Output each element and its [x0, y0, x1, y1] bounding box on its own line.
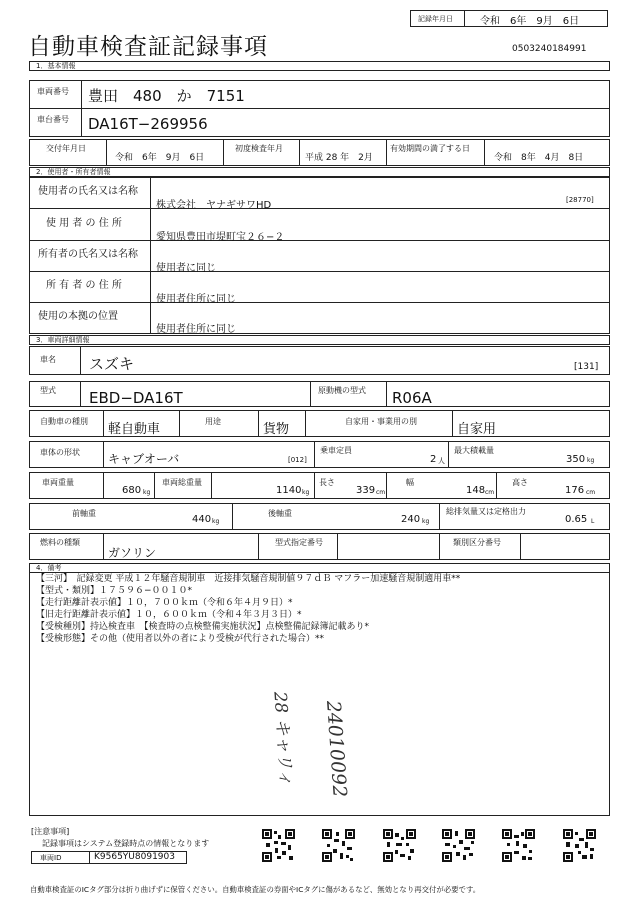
fuel: ガソリン: [108, 546, 157, 560]
chassis-label: 車台番号: [37, 115, 69, 124]
divider: [305, 410, 306, 437]
divider: [337, 533, 338, 560]
kind-label: 自動車の種別: [40, 417, 88, 426]
height-unit: cm: [586, 489, 596, 496]
user-name: 株式会社 ヤナギサワHD: [156, 200, 272, 211]
divider: [223, 139, 224, 166]
capacity-unit: 人: [438, 457, 445, 465]
weight-label: 車両重量: [42, 478, 74, 487]
divider: [29, 302, 610, 303]
owner-name: 使用者に同じ: [156, 263, 216, 274]
shape-label: 車体の形状: [40, 448, 80, 457]
divider: [89, 851, 90, 864]
weight: 680: [122, 485, 142, 496]
class-number-label: 類別区分番号: [453, 538, 501, 547]
maker-label: 車名: [40, 355, 56, 364]
maker-code: [131]: [574, 362, 599, 372]
divider: [80, 381, 81, 407]
divider: [81, 80, 82, 109]
capacity: 2: [430, 454, 437, 465]
handwritten-note-2: 28 キャリィ: [269, 690, 296, 787]
divider: [150, 177, 151, 334]
divider: [258, 410, 259, 437]
record-date-divider: [464, 10, 465, 27]
bottom-note: 自動車検査証のICタグ部分は折り曲げずに保管ください。自動車検査証の券面やICタグに傷があるなど、無効となり再交付が必要です。: [30, 885, 481, 894]
use: 貨物: [263, 422, 290, 437]
divider: [386, 472, 387, 499]
user-address: 愛知県豊田市堤町宝２６−２: [156, 232, 285, 243]
section-vehicle-details: 3．車両詳細情報: [29, 335, 610, 345]
notice-title: [注意事項]: [31, 827, 70, 836]
width-label: 幅: [406, 478, 414, 487]
divider: [258, 533, 259, 560]
displacement-unit: L: [591, 518, 595, 525]
issue-label: 交付年月日: [46, 144, 86, 153]
remark-line: 【型式・類別】１７５９６−００１０*: [36, 586, 193, 596]
divider: [386, 381, 387, 407]
issue-date: 令和 6年 9月 6日: [115, 153, 205, 163]
divider: [314, 472, 315, 499]
divider: [520, 533, 521, 560]
divider: [103, 441, 104, 468]
divider: [314, 441, 315, 468]
model: EBD−DA16T: [89, 389, 183, 407]
divider: [439, 503, 440, 530]
front-axle-label: 前軸重: [72, 509, 96, 518]
maxload: 350: [566, 454, 586, 465]
plate-number: 豊田 480 か 7151: [88, 87, 245, 105]
width-unit: cm: [485, 489, 495, 496]
fuel-label: 燃料の種類: [40, 538, 80, 547]
divider: [211, 472, 212, 499]
divider: [232, 503, 233, 530]
section-user-owner: 2．使用者・所有者情報: [29, 167, 610, 177]
use-label: 用途: [205, 417, 221, 426]
base-location-label: 使用の本拠の位置: [38, 311, 118, 322]
divider: [179, 410, 180, 437]
divider: [103, 410, 104, 437]
divider: [386, 139, 387, 166]
record-date-label: 記録年月日: [418, 15, 453, 23]
expiry-label: 有効期間の満了する日: [390, 144, 470, 153]
capacity-label: 乗車定員: [320, 446, 352, 455]
length-label: 長さ: [319, 478, 335, 487]
plate-label: 車両番号: [37, 87, 69, 96]
remark-line: 【受検種別】持込検査車 【検査時の点検整備実施状況】点検整備記録簿記載あり*: [36, 622, 370, 632]
gross: 1140: [276, 485, 302, 496]
gross-label: 車両総重量: [162, 478, 202, 487]
chassis-number: DA16T−269956: [88, 115, 208, 133]
section-basic-info: 1．基本情報: [29, 61, 610, 71]
divider: [299, 139, 300, 166]
qr-code-icon: [563, 829, 596, 862]
notice: 記録事項はシステム登録時点の情報となります: [42, 839, 210, 848]
front-axle-unit: kg: [212, 518, 220, 525]
owner-name-label: 所有者の氏名又は名称: [38, 249, 138, 260]
rear-axle-label: 後軸重: [268, 509, 292, 518]
qr-code-icon: [442, 829, 475, 862]
record-date: 令和 6年 9月 6日: [480, 16, 580, 27]
divider: [448, 441, 449, 468]
weight-unit: kg: [143, 489, 151, 496]
user-code: [28770]: [566, 196, 594, 204]
document-number: 0503240184991: [512, 44, 587, 54]
divider: [452, 410, 453, 437]
maxload-label: 最大積載量: [454, 446, 494, 455]
first-reg-date: 平成 28 年 2月: [305, 153, 373, 163]
maker: スズキ: [89, 355, 135, 373]
page-title: 自動車検査証記録事項: [28, 34, 268, 60]
divider: [29, 208, 610, 209]
model-label: 型式: [40, 386, 56, 395]
divider: [81, 108, 82, 137]
divider: [439, 533, 440, 560]
length-unit: cm: [376, 489, 386, 496]
divider: [80, 346, 81, 375]
height-label: 高さ: [512, 478, 528, 487]
remark-line: 【受検形態】その他（使用者以外の者により受検が代行された場合）**: [36, 634, 325, 644]
divider: [103, 472, 104, 499]
private: 自家用: [457, 422, 497, 437]
maxload-unit: kg: [587, 457, 595, 464]
car-id: K9565YU8091903: [94, 852, 175, 862]
qr-code-icon: [502, 829, 535, 862]
rear-axle-unit: kg: [422, 518, 430, 525]
shape-code: [012]: [288, 456, 307, 464]
divider: [484, 139, 485, 166]
remark-line: 【旧走行距離計表示値】１０，６００ｋｍ（令和４年３月３日）*: [36, 610, 302, 620]
first-reg-label: 初度検査年月: [235, 144, 283, 153]
rear-axle: 240: [401, 514, 421, 525]
private-label: 自家用・事業用の別: [345, 417, 417, 426]
expiry-date: 令和 8年 4月 8日: [494, 153, 584, 163]
divider: [29, 240, 610, 241]
user-name-label: 使用者の氏名又は名称: [38, 186, 138, 197]
base-location: 使用者住所に同じ: [156, 324, 236, 335]
type-number-label: 型式指定番号: [275, 538, 323, 547]
divider: [496, 472, 497, 499]
user-address-label: 使 用 者 の 住 所: [46, 218, 122, 229]
car-id-label: 車両ID: [40, 854, 62, 862]
divider: [154, 472, 155, 499]
qr-code-icon: [383, 829, 416, 862]
engine: R06A: [392, 389, 432, 407]
length: 339: [356, 485, 376, 496]
remark-line: 【走行距離計表示値】１０，７００ｋｍ（令和６年４月９日）*: [36, 598, 293, 608]
front-axle: 440: [192, 514, 212, 525]
handwritten-note-1: 24010092: [322, 699, 351, 799]
shape: キャブオーバ: [108, 452, 180, 466]
height: 176: [565, 485, 585, 496]
remark-line: 【三河】 記録変更 平成１２年騒音規制車 近接排気騒音規制値９７ｄＢ マフラー加速騒音規制適用車**: [36, 574, 461, 584]
displacement: 0.65: [565, 514, 588, 525]
qr-code-icon: [322, 829, 355, 862]
section-remarks: 4．備考: [29, 563, 610, 573]
divider: [29, 271, 610, 272]
owner-address-label: 所 有 者 の 住 所: [46, 280, 122, 291]
owner-address: 使用者住所に同じ: [156, 294, 236, 305]
gross-unit: kg: [302, 489, 310, 496]
kind: 軽自動車: [108, 422, 161, 437]
divider: [103, 533, 104, 560]
divider: [106, 139, 107, 166]
width: 148: [466, 485, 486, 496]
engine-label: 原動機の型式: [318, 386, 366, 395]
displacement-label: 総排気量又は定格出力: [446, 507, 526, 516]
divider: [310, 381, 311, 407]
qr-code-icon: [262, 829, 295, 862]
